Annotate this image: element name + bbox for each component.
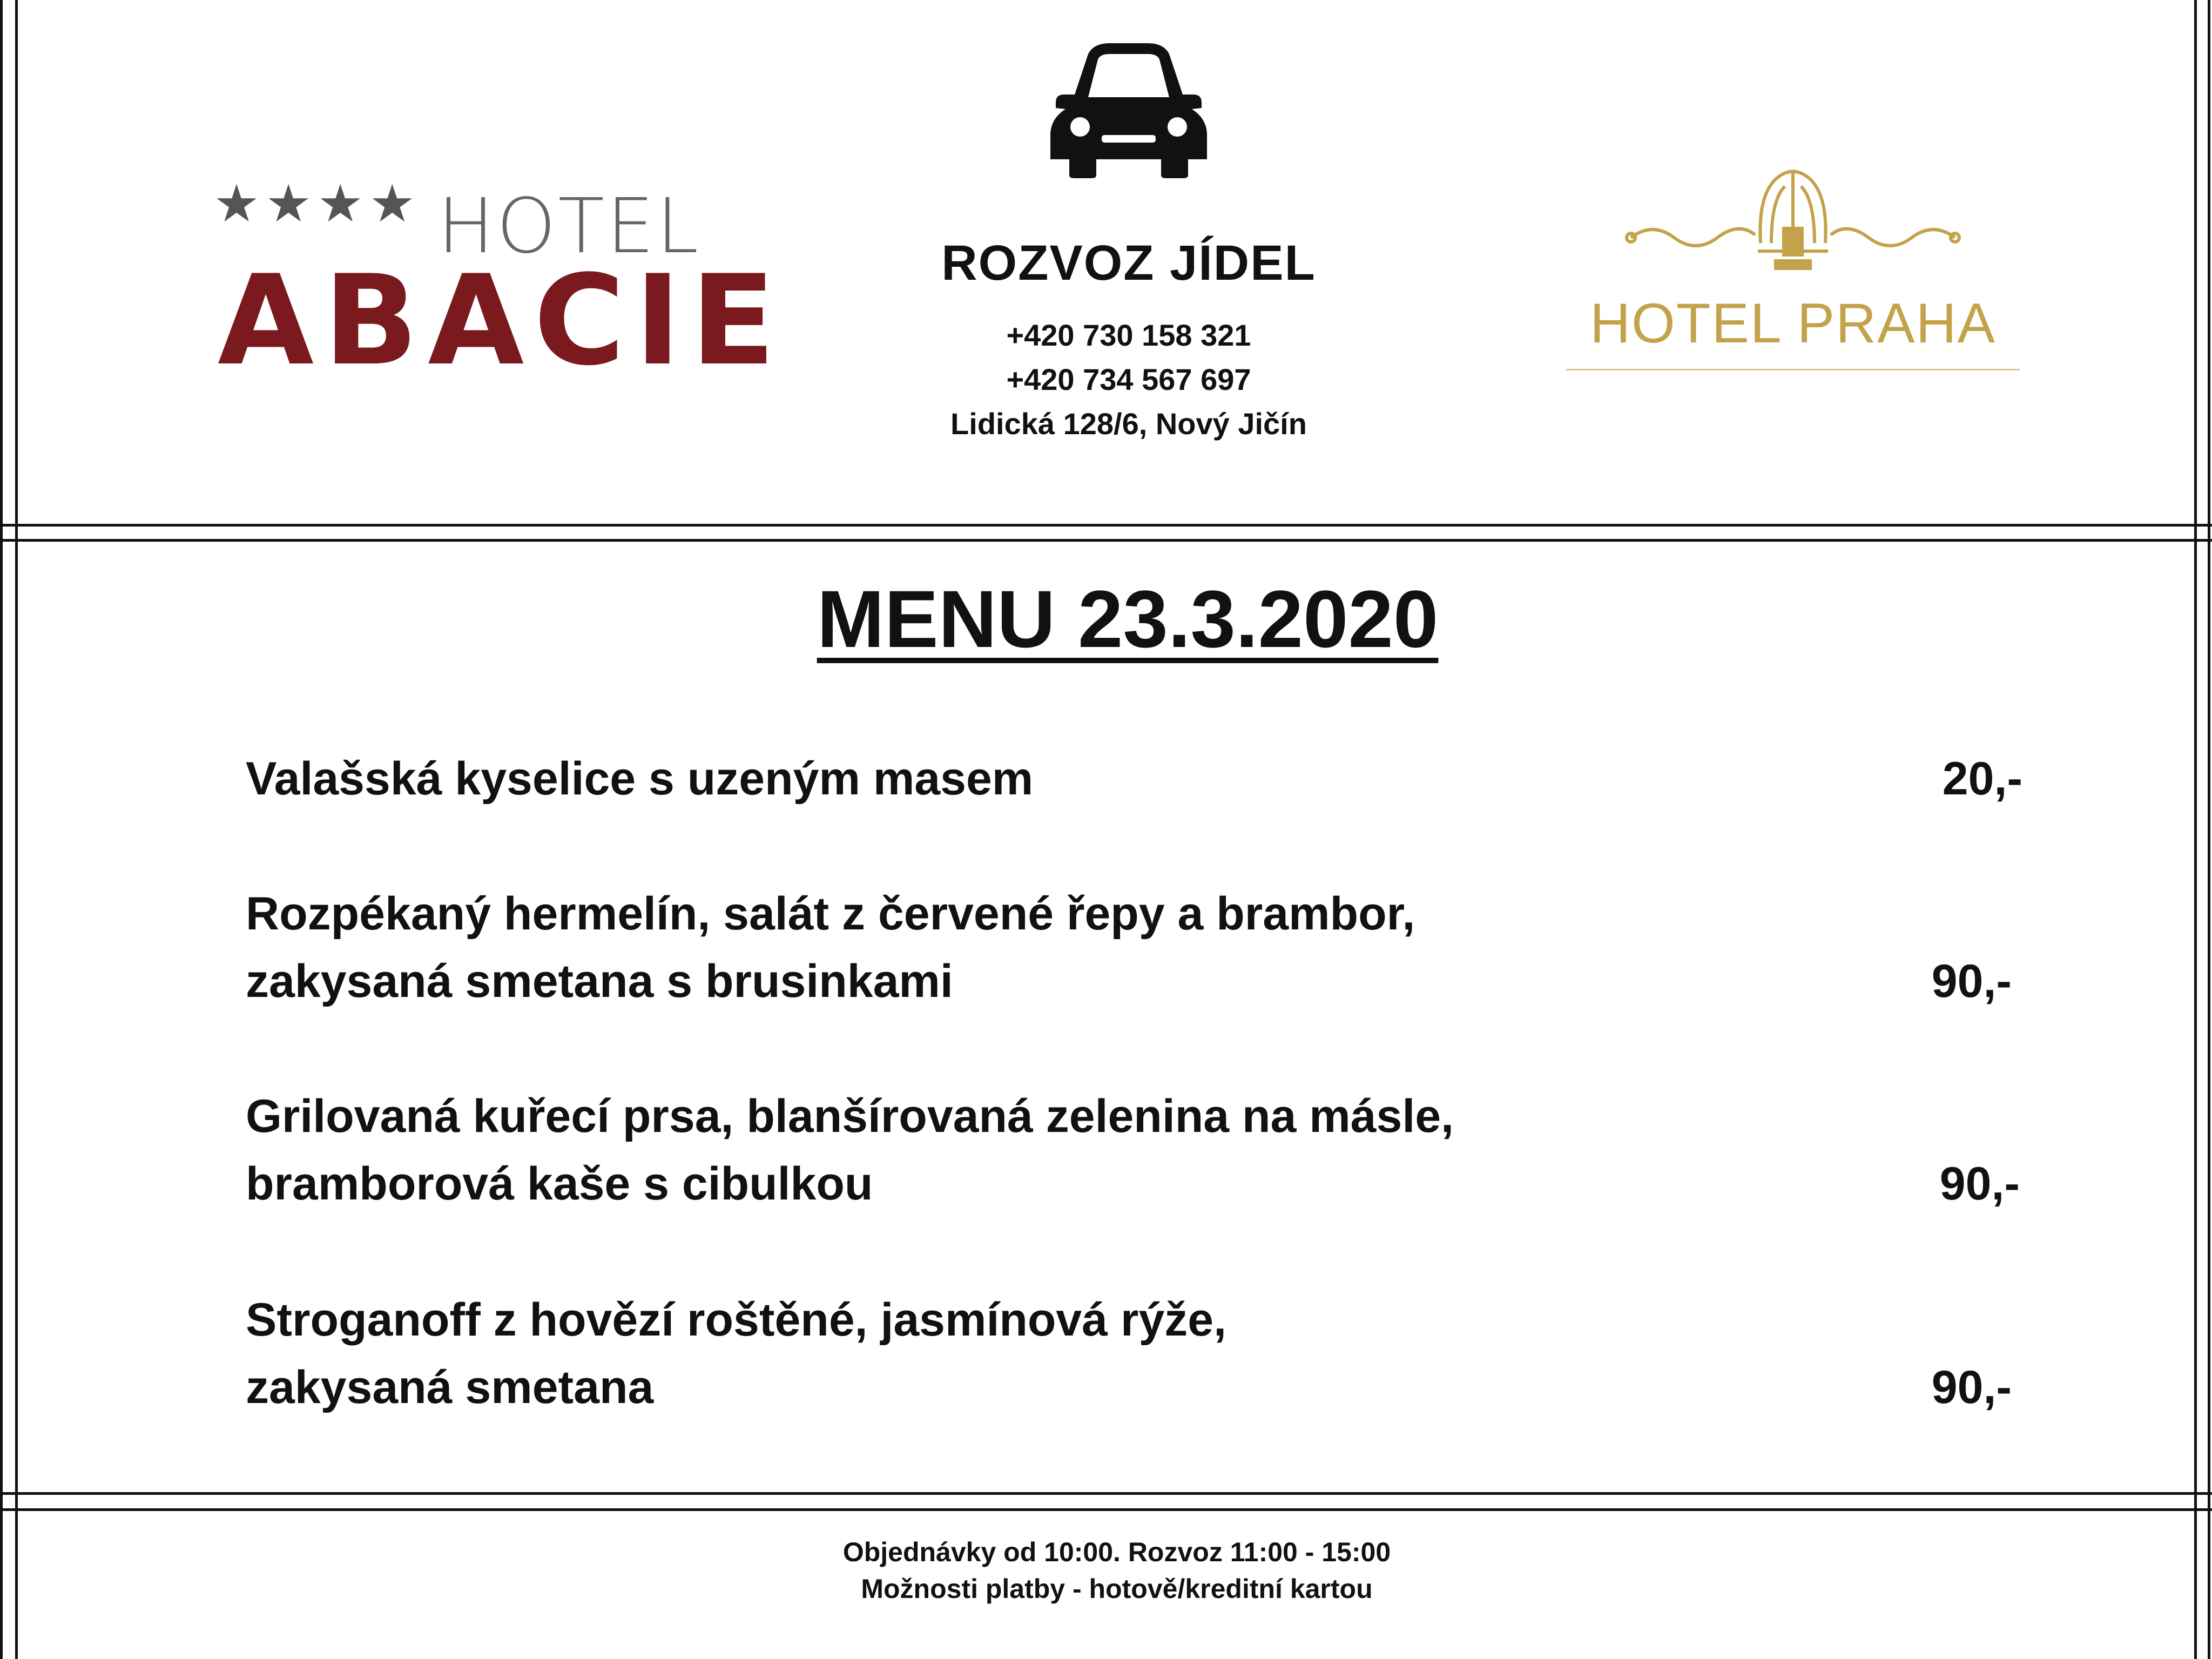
- menu-item: [246, 745, 2022, 813]
- menu-item-line-2: bramborová kaše s cibulkou: [246, 1158, 873, 1210]
- menu-item-name: [246, 1083, 2022, 1218]
- delivery-contact: [864, 313, 1393, 446]
- header-divider-bottom: [0, 539, 2212, 542]
- menu-item-price: 90,-: [1931, 955, 2012, 1007]
- frame-left-inner: [15, 0, 18, 1659]
- frame-left-outer: [0, 0, 3, 1659]
- hotel-praha-rule: [1566, 369, 2020, 370]
- footer-divider-bottom: [0, 1508, 2212, 1511]
- hotel-abacie-name: ABACIE: [218, 249, 785, 393]
- hotel-praha-emblem: [1620, 162, 1966, 275]
- hotel-abacie-label: HOTEL: [437, 183, 701, 271]
- menu-item-line-1: Rozpékaný hermelín, salát z červené řepy a brambor,: [246, 888, 1415, 940]
- delivery-address: Lidická 128/6, Nový Jičín: [950, 407, 1307, 441]
- hotel-stars: ★★★★: [213, 175, 421, 233]
- frame-right-inner: [2194, 0, 2197, 1659]
- menu-item: [246, 1083, 2022, 1218]
- phone-number-1: +420 730 158 321: [1006, 318, 1251, 352]
- menu-item-price: 20,-: [1942, 753, 2022, 805]
- menu-item: [246, 880, 2022, 1015]
- menu-title: [0, 572, 2212, 666]
- menu-item-name: [246, 1286, 2022, 1421]
- footer-order-hours: Objednávky od 10:00. Rozvoz 11:00 - 15:00: [842, 1537, 1391, 1567]
- menu-item-name: [246, 880, 2022, 1015]
- menu-item-line-2: zakysaná smetana s brusinkami: [246, 955, 953, 1007]
- footer-payment-options: Možnosti platby - hotově/kreditní kartou: [861, 1574, 1373, 1604]
- footer-divider-top: [0, 1492, 2212, 1495]
- menu-item-line-1: Grilovaná kuřecí prsa, blanšírovaná zelenina na másle,: [246, 1090, 1454, 1142]
- delivery-title: ROZVOZ JÍDEL: [941, 235, 1316, 291]
- phone-number-2: +420 734 567 697: [1006, 362, 1251, 396]
- frame-right-outer: [2208, 0, 2210, 1659]
- hotel-praha-name: HOTEL PRAHA: [1589, 292, 1997, 355]
- menu-item-name: Valašská kyselice s uzeným masem: [246, 753, 1034, 805]
- menu-item-price: 90,-: [1931, 1361, 2012, 1413]
- footer-info: [0, 1534, 2212, 1607]
- hotel-abacie-logo: [213, 175, 785, 393]
- header-divider-top: [0, 524, 2212, 527]
- car-icon: [1050, 43, 1207, 178]
- menu-item-price: 90,-: [1939, 1158, 2020, 1210]
- menu-title-text: MENU 23.3.2020: [817, 574, 1439, 664]
- hotel-praha-logo: [1566, 162, 2020, 378]
- menu-item-line-2: zakysaná smetana: [246, 1361, 654, 1413]
- delivery-header: [864, 43, 1393, 446]
- menu-item: [246, 1286, 2022, 1421]
- menu-item-line-1: Stroganoff z hovězí roštěné, jasmínová rýže,: [246, 1294, 1226, 1346]
